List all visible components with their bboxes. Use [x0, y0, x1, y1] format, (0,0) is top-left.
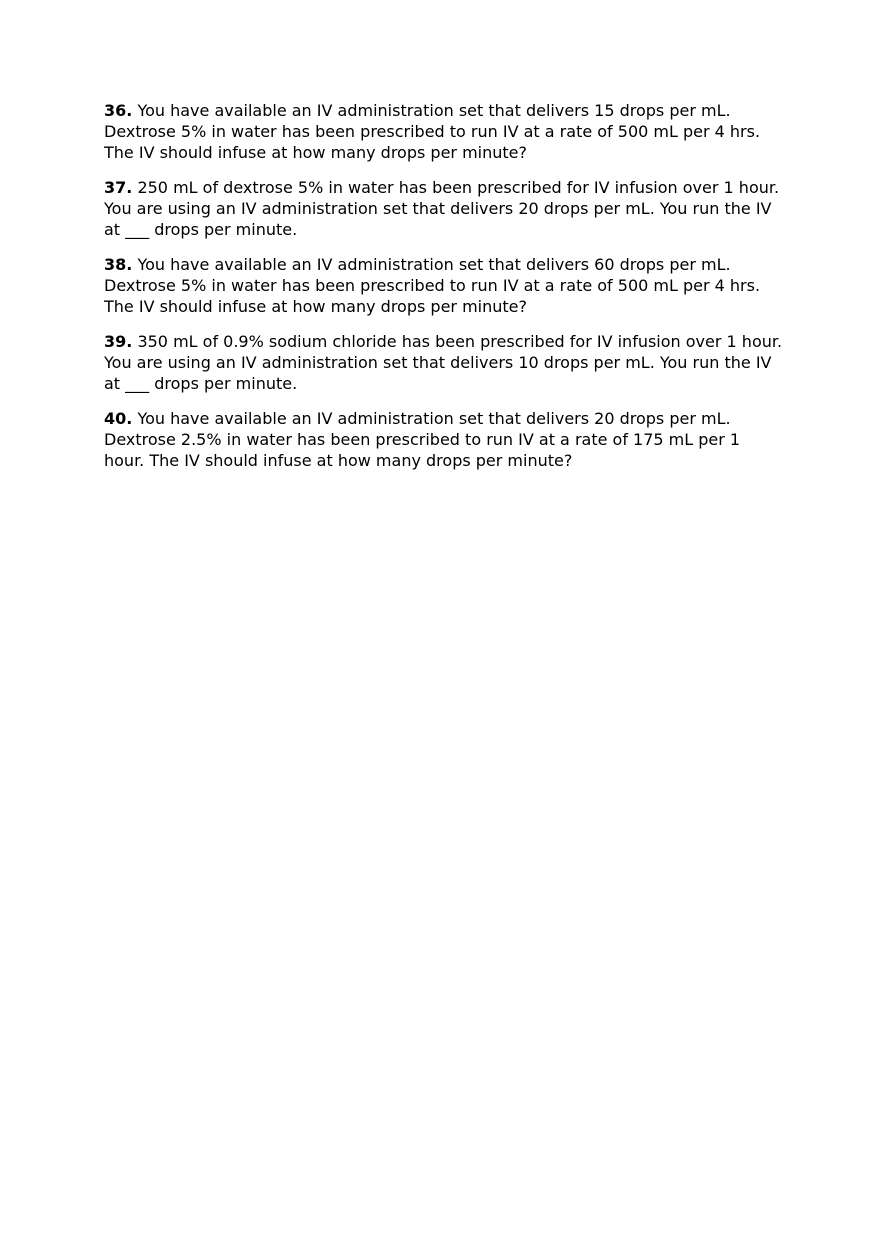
- question-line: Dextrose 5% in water has been prescribed to run IV at a rate of 500 mL per 4 hrs.: [104, 122, 761, 141]
- question-line: [104, 331, 794, 352]
- question-line: [104, 177, 794, 198]
- question-line: at ___ drops per minute.: [104, 220, 298, 239]
- question-number: 36.: [104, 101, 133, 120]
- question-line: The IV should infuse at how many drops per minute?: [104, 297, 527, 316]
- question-line: [104, 100, 794, 121]
- question-line: [104, 254, 794, 275]
- question-line: You are using an IV administration set that delivers 20 drops per mL. You run the IV: [104, 199, 772, 218]
- question-line: The IV should infuse at how many drops per minute?: [104, 143, 527, 162]
- question-list: [104, 100, 794, 485]
- question-number: 39.: [104, 332, 133, 351]
- question-line: [104, 408, 794, 429]
- question-text: 350 mL of 0.9% sodium chloride has been prescribed for IV infusion over 1 hour.: [137, 332, 783, 351]
- question-40: [104, 408, 794, 471]
- question-number: 37.: [104, 178, 133, 197]
- question-37: [104, 177, 794, 240]
- question-line: Dextrose 2.5% in water has been prescribed to run IV at a rate of 175 mL per 1: [104, 430, 741, 449]
- question-text: You have available an IV administration set that delivers 60 drops per mL.: [137, 255, 731, 274]
- question-text: 250 mL of dextrose 5% in water has been prescribed for IV infusion over 1 hour.: [137, 178, 780, 197]
- question-38: [104, 254, 794, 317]
- question-number: 40.: [104, 409, 133, 428]
- question-text: You have available an IV administration set that delivers 20 drops per mL.: [137, 409, 731, 428]
- question-line: You are using an IV administration set that delivers 10 drops per mL. You run the IV: [104, 353, 772, 372]
- question-39: [104, 331, 794, 394]
- question-36: [104, 100, 794, 163]
- question-line: Dextrose 5% in water has been prescribed to run IV at a rate of 500 mL per 4 hrs.: [104, 276, 761, 295]
- question-line: hour. The IV should infuse at how many drops per minute?: [104, 451, 573, 470]
- question-number: 38.: [104, 255, 133, 274]
- question-text: You have available an IV administration set that delivers 15 drops per mL.: [137, 101, 731, 120]
- question-line: at ___ drops per minute.: [104, 374, 298, 393]
